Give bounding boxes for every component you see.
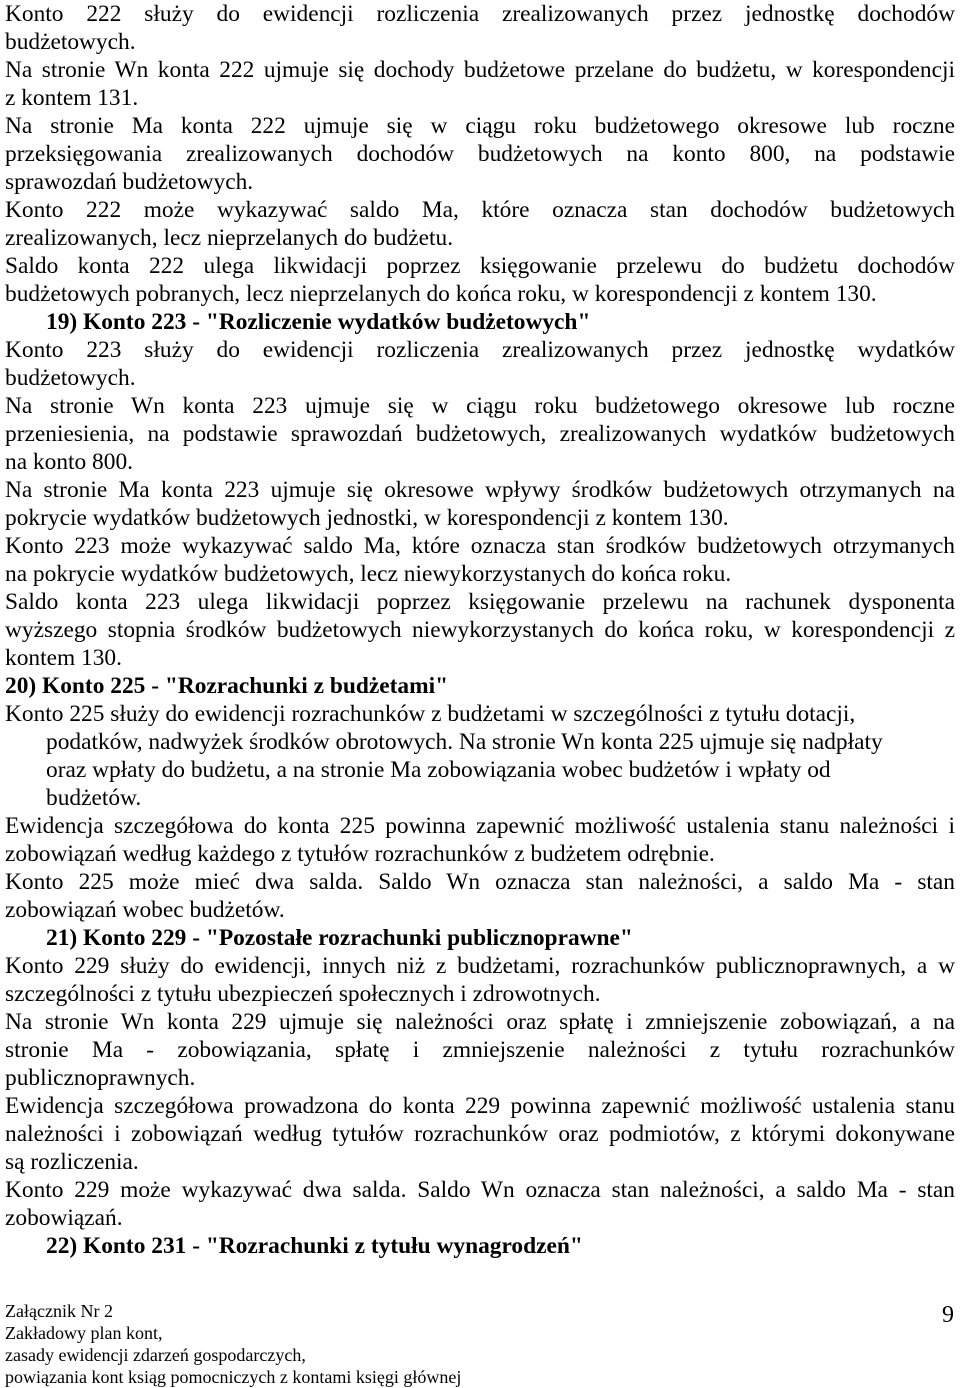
paragraph-line: zobowiązań wobec budżetów.	[5, 897, 285, 923]
paragraph-line: na konto 800.	[5, 449, 133, 475]
paragraph-line: przeniesienia, na podstawie sprawozdań budżetowych, zrealizowanych wydatków budżetowych	[5, 421, 955, 447]
paragraph	[5, 252, 955, 308]
paragraph-line: Konto 229 może wykazywać dwa salda. Saldo Wn oznacza stan należności, a saldo Ma - stan	[5, 1177, 955, 1203]
paragraph-line: Na stronie Ma konta 223 ujmuje się okresowe wpływy środków budżetowych otrzymanych na	[5, 477, 955, 503]
paragraph-line: zobowiązań.	[5, 1205, 123, 1231]
paragraph-line: należności i zobowiązań według tytułów rozrachunków oraz podmiotów, z którymi dokonywane	[5, 1121, 955, 1147]
paragraph-line: Konto 223 może wykazywać saldo Ma, które oznacza stan środków budżetowych otrzymanych	[5, 533, 955, 559]
paragraph-line: Ewidencja szczegółowa prowadzona do konta 229 powinna zapewnić możliwość ustalenia stanu	[5, 1093, 955, 1119]
paragraph-line: zrealizowanych, lecz nieprzelanych do budżetu.	[5, 225, 454, 251]
paragraph	[5, 532, 955, 588]
paragraph-line: budżetowych.	[5, 29, 136, 55]
paragraph-line: Konto 225 służy do ewidencji rozrachunków z budżetami w szczególności z tytułu dotacji,	[5, 701, 856, 727]
paragraph	[5, 1008, 955, 1092]
footer-line: Załącznik Nr 2	[5, 1301, 113, 1321]
paragraph	[5, 868, 955, 924]
paragraph	[5, 0, 955, 56]
paragraph-line: podatków, nadwyżek środków obrotowych. Na stronie Wn konta 225 ujmuje się nadpłaty	[46, 729, 883, 755]
paragraph-line: stronie Ma - zobowiązania, spłatę i zmniejszenie należności z tytułu rozrachunków	[5, 1037, 955, 1063]
paragraph-line: kontem 130.	[5, 645, 122, 671]
paragraph-line: wyższego stopnia środków budżetowych niewykorzystanych do końca roku, w korespondencji z	[5, 617, 955, 643]
paragraph	[5, 1176, 955, 1232]
paragraph	[5, 56, 955, 112]
paragraph	[5, 196, 955, 252]
paragraph-line: Na stronie Wn konta 223 ujmuje się w ciągu roku budżetowego okresowe lub roczne	[5, 393, 955, 419]
paragraph-line: Konto 229 służy do ewidencji, innych niż z budżetami, rozrachunków publicznoprawnych, a w	[5, 953, 955, 979]
page-footer	[5, 1300, 805, 1388]
paragraph	[5, 812, 955, 868]
paragraph	[5, 952, 955, 1008]
paragraph-line: oraz wpłaty do budżetu, a na stronie Ma zobowiązania wobec budżetów i wpłaty od	[46, 757, 831, 783]
document-body	[5, 0, 955, 1260]
paragraph	[5, 1092, 955, 1176]
footer-line: powiązania kont ksiąg pomocniczych z kontami księgi głównej	[5, 1367, 462, 1387]
paragraph-line: zobowiązań według każdego z tytułów rozrachunków z budżetem odrębnie.	[5, 841, 715, 867]
paragraph-line: Na stronie Ma konta 222 ujmuje się w ciągu roku budżetowego okresowe lub roczne	[5, 113, 955, 139]
section-heading-konto-229: 21) Konto 229 - "Pozostałe rozrachunki publicznoprawne"	[46, 925, 633, 951]
section-heading-konto-231: 22) Konto 231 - "Rozrachunki z tytułu wynagrodzeń"	[46, 1233, 583, 1259]
paragraph-line: szczególności z tytułu ubezpieczeń społecznych i zdrowotnych.	[5, 981, 601, 1007]
paragraph-line: budżetowych.	[5, 365, 136, 391]
paragraph-line: są rozliczenia.	[5, 1149, 139, 1175]
paragraph-line: przeksięgowania zrealizowanych dochodów budżetowych na konto 800, na podstawie	[5, 141, 955, 167]
paragraph	[5, 112, 955, 196]
paragraph-line: Konto 222 może wykazywać saldo Ma, które oznacza stan dochodów budżetowych	[5, 197, 955, 223]
section-heading-konto-225: 20) Konto 225 - "Rozrachunki z budżetami"	[5, 673, 449, 699]
footer-line: zasady ewidencji zdarzeń gospodarczych,	[5, 1345, 306, 1365]
footer-line: Zakładowy plan kont,	[5, 1323, 163, 1343]
paragraph	[5, 476, 955, 532]
paragraph-line: z kontem 131.	[5, 85, 139, 111]
paragraph-line: budżetowych pobranych, lecz nieprzelanych do końca roku, w korespondencji z kontem 130.	[5, 281, 877, 307]
section-heading-konto-223: 19) Konto 223 - "Rozliczenie wydatków budżetowych"	[46, 309, 591, 335]
paragraph-line: publicznoprawnych.	[5, 1065, 196, 1091]
page-number: 9	[942, 1302, 954, 1328]
paragraph-line: Na stronie Wn konta 222 ujmuje się dochody budżetowe przelane do budżetu, w korespondencji	[5, 57, 955, 83]
paragraph-line: Ewidencja szczegółowa do konta 225 powinna zapewnić możliwość ustalenia stanu należności i	[5, 813, 955, 839]
paragraph	[5, 588, 955, 672]
paragraph-line: na pokrycie wydatków budżetowych, lecz niewykorzystanych do końca roku.	[5, 561, 732, 587]
paragraph-line: Na stronie Wn konta 229 ujmuje się należności oraz spłatę i zmniejszenie zobowiązań, a na	[5, 1009, 955, 1035]
paragraph-line: pokrycie wydatków budżetowych jednostki, w korespondencji z kontem 130.	[5, 505, 729, 531]
paragraph-line: Konto 222 służy do ewidencji rozliczenia zrealizowanych przez jednostkę dochodów	[5, 1, 955, 27]
paragraph-line: budżetów.	[46, 785, 142, 811]
paragraph-line: sprawozdań budżetowych.	[5, 169, 254, 195]
paragraph-hanging-indent	[5, 700, 955, 812]
paragraph-line: Konto 223 służy do ewidencji rozliczenia zrealizowanych przez jednostkę wydatków	[5, 337, 955, 363]
paragraph-line: Saldo konta 223 ulega likwidacji poprzez księgowanie przelewu na rachunek dysponenta	[5, 589, 955, 615]
paragraph-line: Saldo konta 222 ulega likwidacji poprzez księgowanie przelewu do budżetu dochodów	[5, 253, 955, 279]
paragraph-line: Konto 225 może mieć dwa salda. Saldo Wn oznacza stan należności, a saldo Ma - stan	[5, 869, 955, 895]
paragraph	[5, 392, 955, 476]
paragraph	[5, 336, 955, 392]
